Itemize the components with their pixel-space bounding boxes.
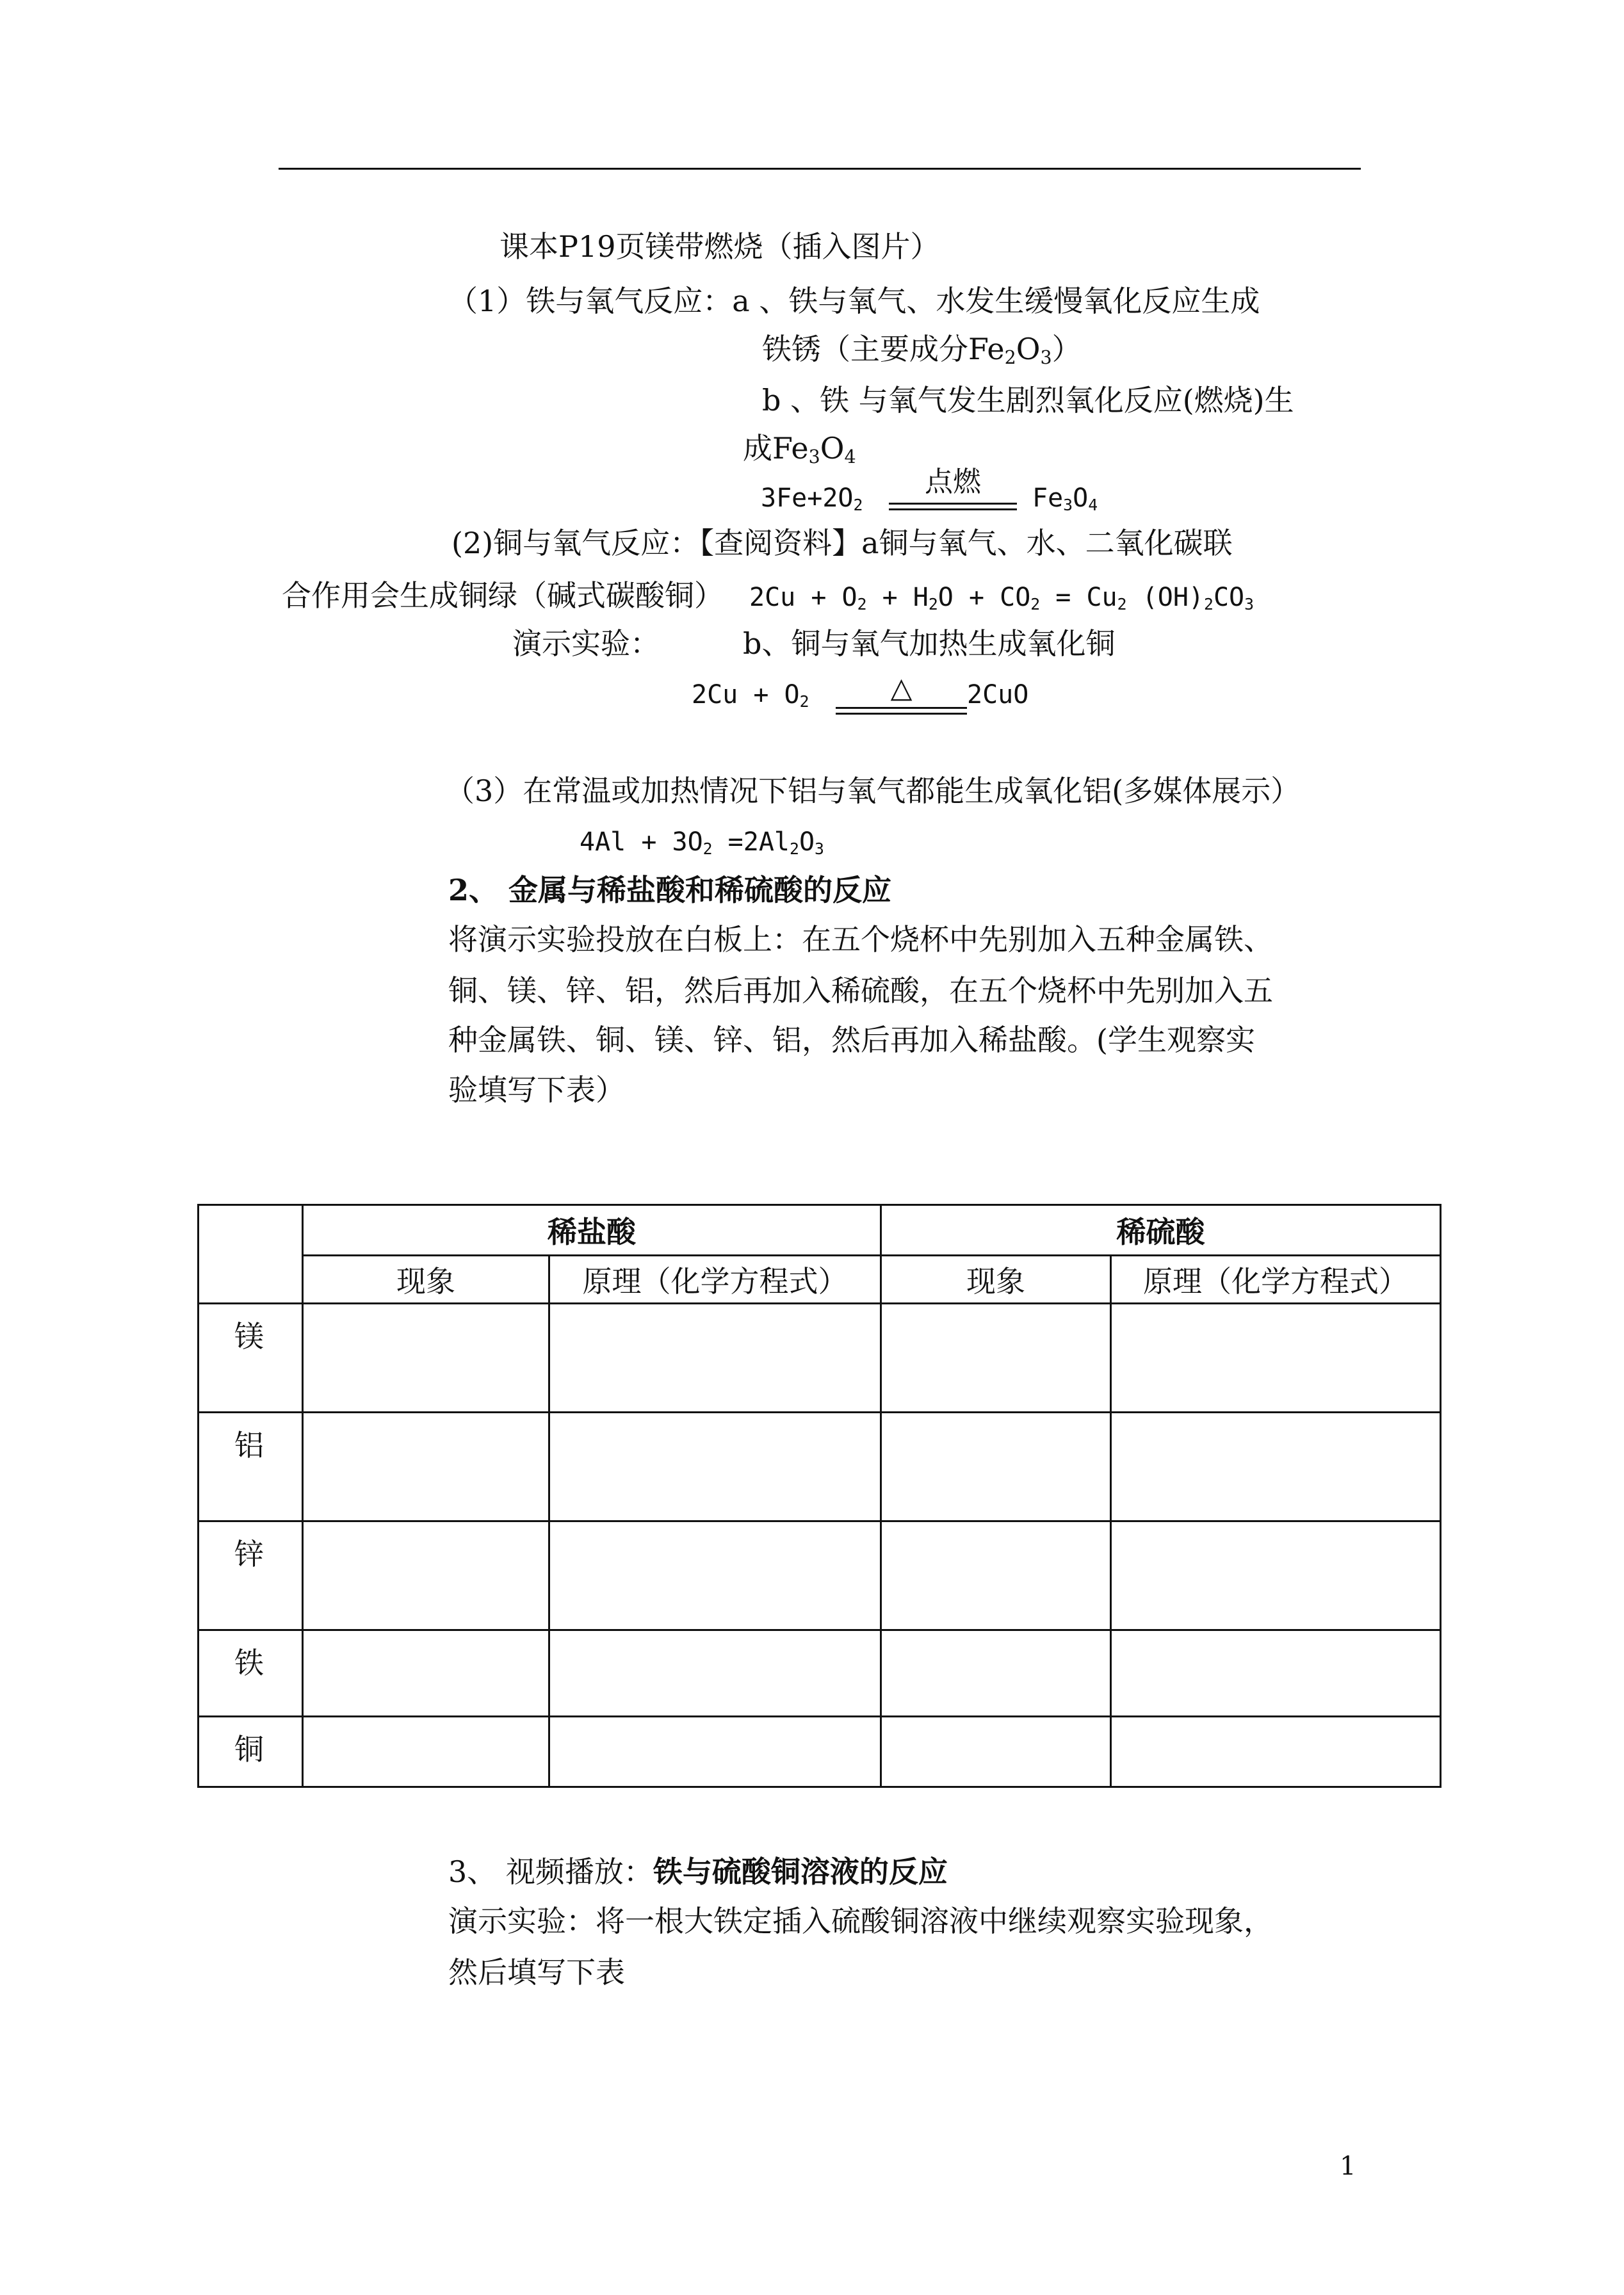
table-row [199, 1413, 1441, 1521]
table-row [199, 1630, 1441, 1717]
iron-burning-line: b 、铁 与氧气发生剧烈氧化反应(燃烧)生 [762, 383, 1294, 418]
answer-cell[interactable] [881, 1304, 1111, 1413]
metal-label: 镁 [199, 1304, 303, 1413]
table-corner-cell [199, 1205, 303, 1304]
answer-cell[interactable] [303, 1521, 549, 1630]
demo-label: 演示实验： [512, 626, 660, 661]
section-2-heading: 2、 金属与稀盐酸和稀硫酸的反应 [448, 873, 892, 907]
answer-cell[interactable] [303, 1630, 549, 1717]
iron-oxygen-heading: （1）铁与氧气反应：a 、铁与氧气、水发生缓慢氧化反应生成 [448, 284, 1260, 318]
header-rule [279, 168, 1361, 170]
copper-oxygen-heading: (2)铜与氧气反应：【查阅资料】a铜与氧气、水、二氧化碳联 [451, 526, 1233, 560]
answer-cell[interactable] [549, 1521, 881, 1630]
table-row [199, 1304, 1441, 1413]
iron-equation-rhs: $Fe_3O_4$ [1032, 483, 1098, 515]
page-number: 1 [1340, 2152, 1356, 2181]
answer-cell[interactable] [881, 1717, 1111, 1787]
iron-rust-line: 铁锈（主要成分$Fe_2O_3$） [762, 332, 1082, 369]
copper-green-line: 合作用会生成铜绿（碱式碳酸铜） $2Cu + O_2 + H_2O + CO_2 = Cu_2$ $(OH)_2CO_3$ [282, 578, 1255, 614]
answer-cell[interactable] [549, 1413, 881, 1521]
answer-cell[interactable] [881, 1630, 1111, 1717]
subheader-phenomenon: 现象 [303, 1256, 549, 1304]
answer-cell[interactable] [1111, 1304, 1441, 1413]
paragraph-line: 演示实验：将一根大铁定插入硫酸铜溶液中继续观察实验现象， [448, 1904, 1273, 1938]
acid-reaction-table [197, 1204, 1441, 1788]
metal-label: 铝 [199, 1413, 303, 1521]
answer-cell[interactable] [549, 1304, 881, 1413]
copper-heating-line: b、铜与氧气加热生成氧化铜 [743, 626, 1116, 661]
copper-oxide-rhs: 2CuO [967, 680, 1029, 710]
iron-burning-product: 成$Fe_3O_4$ [743, 431, 856, 468]
column-header-h2so4: 稀硫酸 [881, 1205, 1441, 1256]
table-row [199, 1717, 1441, 1787]
column-header-hcl: 稀盐酸 [303, 1205, 881, 1256]
reaction-arrow-rule [889, 503, 1017, 510]
answer-cell[interactable] [1111, 1521, 1441, 1630]
ignition-condition: 点燃 [925, 466, 981, 498]
subheader-principle: 原理（化学方程式） [549, 1256, 881, 1304]
metal-label: 铁 [199, 1630, 303, 1717]
reaction-arrow-rule [836, 707, 967, 715]
paragraph-line: 验填写下表） [448, 1073, 625, 1107]
answer-cell[interactable] [303, 1717, 549, 1787]
paragraph-line: 然后填写下表 [448, 1955, 625, 1990]
subheader-phenomenon: 现象 [881, 1256, 1111, 1304]
answer-cell[interactable] [881, 1521, 1111, 1630]
heat-condition: △ [890, 672, 913, 704]
textbook-reference: 课本P19页镁带燃烧（插入图片） [499, 229, 940, 264]
subheader-principle: 原理（化学方程式） [1111, 1256, 1441, 1304]
paragraph-line: 种金属铁、铜、镁、锌、铝，然后再加入稀盐酸。(学生观察实 [448, 1023, 1255, 1057]
answer-cell[interactable] [1111, 1717, 1441, 1787]
answer-cell[interactable] [549, 1717, 881, 1787]
answer-cell[interactable] [1111, 1413, 1441, 1521]
section-3-heading: 3、 视频播放：铁与硫酸铜溶液的反应 [448, 1854, 948, 1889]
table-row [199, 1521, 1441, 1630]
paragraph-line: 将演示实验投放在白板上：在五个烧杯中先别加入五种金属铁、 [448, 922, 1273, 957]
answer-cell[interactable] [549, 1630, 881, 1717]
answer-cell[interactable] [1111, 1630, 1441, 1717]
answer-cell[interactable] [303, 1304, 549, 1413]
answer-cell[interactable] [303, 1413, 549, 1521]
answer-cell[interactable] [881, 1413, 1111, 1521]
metal-label: 铜 [199, 1717, 303, 1787]
aluminum-equation: $4Al + 3O_2 =2Al_2O_3$ [580, 827, 824, 859]
iron-equation-lhs: $3Fe+2O_2$ [761, 483, 863, 515]
metal-label: 锌 [199, 1521, 303, 1630]
aluminum-oxygen-line: （3）在常温或加热情况下铝与氧气都能生成氧化铝(多媒体展示） [445, 774, 1301, 808]
copper-oxide-lhs: $2Cu + O_2$ [692, 680, 809, 711]
paragraph-line: 铜、镁、锌、铝，然后再加入稀硫酸，在五个烧杯中先别加入五 [448, 973, 1273, 1008]
